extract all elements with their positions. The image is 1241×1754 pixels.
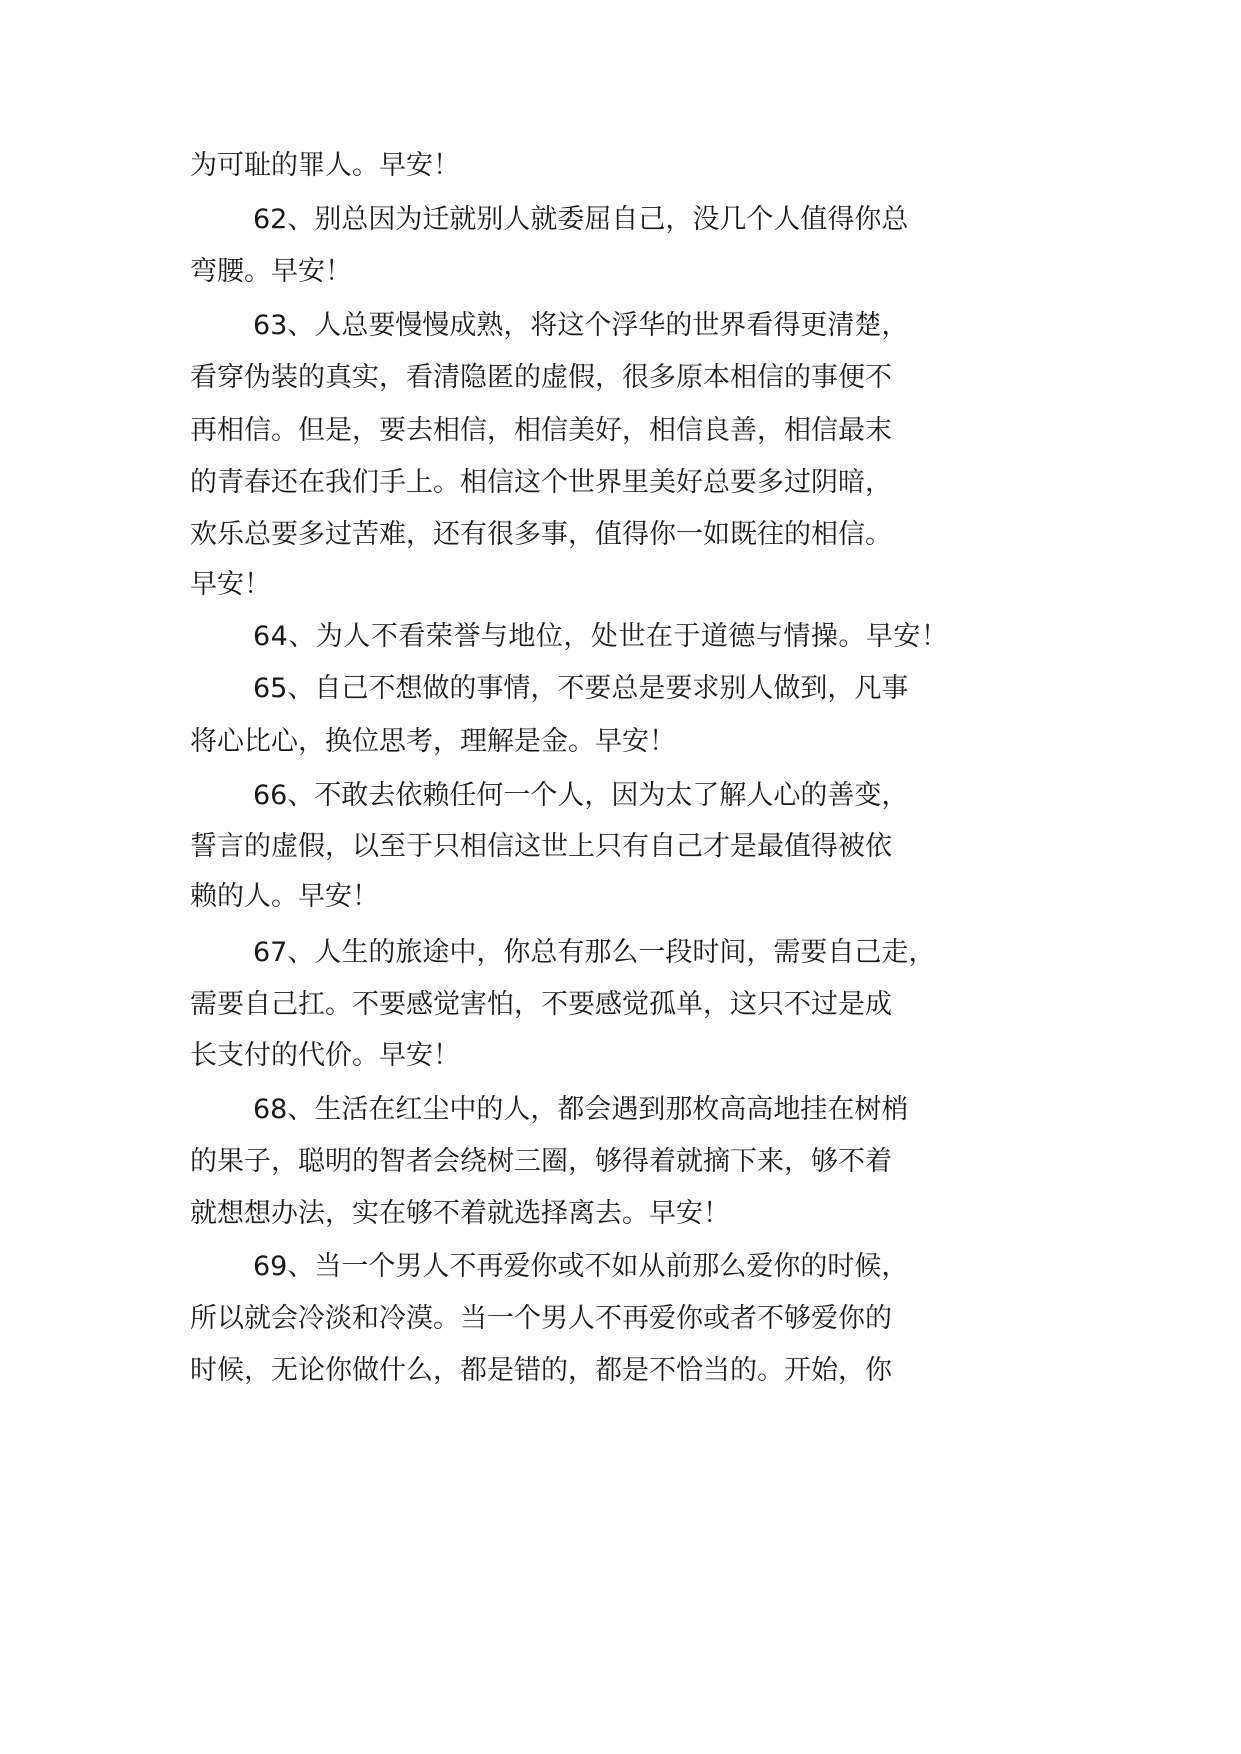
text-line: 将心比心，换位思考，理解是金。早安！: [190, 726, 676, 757]
text-line: 时候，无论你做什么，都是错的，都是不恰当的。开始，你: [190, 1355, 892, 1386]
text-line: 69、当一个男人不再爱你或不如从前那么爱你的时候，: [253, 1251, 909, 1282]
text-line: 欢乐总要多过苦难，还有很多事，值得你一如既往的相信。: [190, 519, 892, 550]
text-line: 65、自己不想做的事情，不要总是要求别人做到，凡事: [253, 673, 909, 704]
text-line: 的果子，聪明的智者会绕树三圈，够得着就摘下来，够不着: [190, 1146, 892, 1177]
text-line: 赖的人。早安！: [190, 881, 379, 912]
text-line: 早安！: [190, 569, 271, 600]
text-line: 为可耻的罪人。早安！: [190, 150, 460, 181]
text-line: 就想想办法，实在够不着就选择离去。早安！: [190, 1198, 730, 1229]
text-line: 62、别总因为迁就别人就委屈自己，没几个人值得你总: [253, 204, 909, 235]
text-line: 所以就会冷淡和冷漠。当一个男人不再爱你或者不够爱你的: [190, 1303, 892, 1334]
text-line: 63、人总要慢慢成熟，将这个浮华的世界看得更清楚，: [253, 310, 909, 341]
text-line: 再相信。但是，要去相信，相信美好，相信良善，相信最末: [190, 415, 892, 446]
text-line: 长支付的代价。早安！: [190, 1040, 460, 1071]
text-line: 需要自己扛。不要感觉害怕，不要感觉孤单，这只不过是成: [190, 989, 892, 1020]
text-line: 的青春还在我们手上。相信这个世界里美好总要多过阴暗，: [190, 467, 892, 498]
text-line: 看穿伪装的真实，看清隐匿的虚假，很多原本相信的事便不: [190, 362, 892, 393]
text-line: 68、生活在红尘中的人，都会遇到那枚高高地挂在树梢: [253, 1094, 909, 1125]
text-line: 64、为人不看荣誉与地位，处世在于道德与情操。早安！: [253, 621, 949, 652]
text-line: 弯腰。早安！: [190, 256, 352, 287]
text-line: 誓言的虚假，以至于只相信这世上只有自己才是最值得被依: [190, 831, 892, 862]
text-line: 67、人生的旅途中，你总有那么一段时间，需要自己走，: [253, 937, 936, 968]
text-line: 66、不敢去依赖任何一个人，因为太了解人心的善变，: [253, 780, 909, 811]
